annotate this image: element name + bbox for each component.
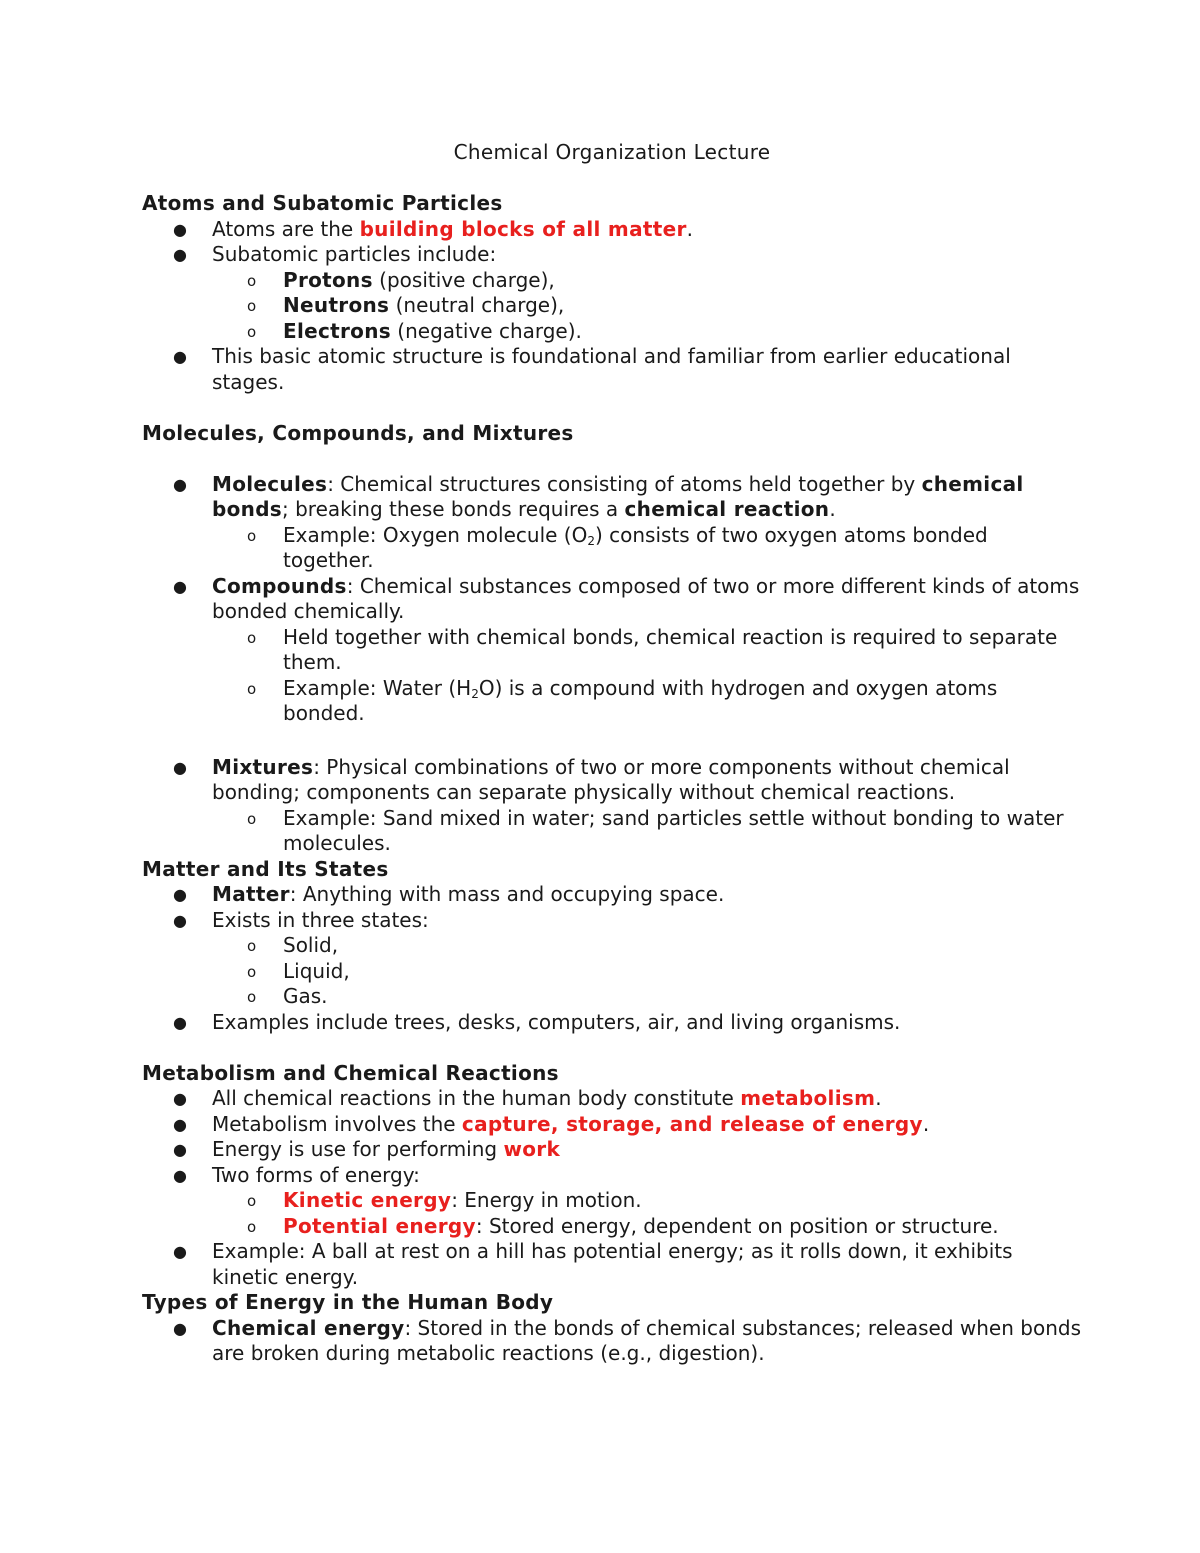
circle-bullet-icon: o [247, 322, 257, 341]
list-item: ● All chemical reactions in the human body constitute metabolism. [173, 1086, 882, 1110]
circle-bullet-icon: o [247, 937, 257, 955]
sub-list-item: o Example: Sand mixed in water; sand particles settle without bonding to water molecules. [247, 805, 1064, 855]
bullet-icon: ● [173, 1012, 187, 1032]
bullet-icon: ● [173, 1318, 187, 1338]
list-item: ● Exists in three states: [173, 907, 429, 932]
sub-list-item: o Liquid, [142, 959, 1082, 985]
list-item: ● Subatomic particles include: [173, 242, 497, 266]
circle-bullet-icon: o [247, 297, 257, 315]
document-title: Chemical Organization Lecture [453, 140, 771, 164]
sub-list-item: o Held together with chemical bonds, chemical reaction is required to separate them. [247, 624, 1058, 674]
highlight-text: building blocks of all matter [359, 216, 687, 241]
sub-list-item: o Electrons (negative charge). [142, 319, 1082, 345]
highlight-text: metabolism [740, 1086, 876, 1110]
circle-bullet-icon: o [247, 1192, 257, 1210]
highlight-text: capture, storage, and release of energy [461, 1111, 923, 1136]
bullet-icon: ● [173, 885, 187, 904]
highlight-text: work [503, 1137, 561, 1161]
bullet-icon: ● [173, 757, 187, 777]
bullet-icon: ● [173, 1242, 187, 1261]
list-item: ● Chemical energy: Stored in the bonds of chemical substances; released when bonds are broken during metabolic reactions (e.g., digestion). [173, 1315, 1081, 1365]
list-item: ● Mixtures: Physical combinations of two or more components without chemical bonding; components can separate physically without chemical reactions. [173, 754, 1010, 804]
bullet-icon: ● [173, 219, 187, 239]
bullet-icon: ● [173, 576, 187, 596]
sub-list-item: o Potential energy: Stored energy, dependent on position or structure. [142, 1214, 1082, 1240]
document-page [142, 140, 1082, 1367]
circle-bullet-icon: o [247, 988, 257, 1006]
highlight-text: Kinetic energy [283, 1188, 452, 1212]
circle-bullet-icon: o [247, 628, 257, 647]
sub-list-item: o Protons (positive charge), [142, 268, 1082, 294]
sub-list-item: o Gas. [142, 984, 1082, 1010]
bullet-icon: ● [173, 1165, 187, 1185]
bullet-icon: ● [173, 910, 187, 930]
highlight-text: Potential energy [283, 1213, 476, 1238]
section-heading-metabolism: Metabolism and Chemical Reactions [142, 1060, 559, 1085]
circle-bullet-icon: o [247, 809, 257, 828]
list-item: ● Metabolism involves the capture, storage, and release of energy. [173, 1111, 930, 1136]
circle-bullet-icon: o [247, 271, 257, 290]
list-item: ● Compounds: Chemical substances composed of two or more different kinds of atoms bonded chemically. [173, 573, 1080, 623]
sub-list-item: o Example: Water $(H_2O)$ is a compound with hydrogen and oxygen atoms bonded. [247, 675, 998, 725]
sub-list-item: o Neutrons (neutral charge), [142, 293, 1082, 319]
list-item: ● Molecules: Chemical structures consisting of atoms held together by chemical bonds; breaking these bonds requires a chemical reaction. [173, 471, 1024, 521]
circle-bullet-icon: o [247, 526, 257, 545]
section-heading-molecules: Molecules, Compounds, and Mixtures [142, 420, 574, 445]
circle-bullet-icon: o [247, 1217, 257, 1236]
list-item: ● Two forms of energy: [173, 1162, 420, 1187]
list-item: ● This basic atomic structure is foundational and familiar from earlier educational stages. [173, 344, 1011, 394]
list-item: ● Atoms are the building blocks of all matter. [173, 216, 693, 241]
circle-bullet-icon: o [247, 962, 257, 981]
bullet-icon: ● [173, 347, 187, 366]
section-heading-matter: Matter and Its States [142, 856, 389, 881]
sub-list-item: o Kinetic energy: Energy in motion. [142, 1188, 1082, 1214]
bullet-icon: ● [173, 1140, 187, 1159]
list-item: ● Matter: Anything with mass and occupying space. [173, 882, 725, 906]
bullet-icon: ● [173, 245, 187, 264]
bullet-icon: ● [173, 474, 187, 494]
section-heading-energy-types: Types of Energy in the Human Body [142, 1290, 554, 1314]
list-item: ● Example: A ball at rest on a hill has potential energy; as it rolls down, it exhibits kinetic energy. [173, 1239, 1013, 1289]
sub-list-item: o Example: Oxygen molecule $(O_2)$ consists of two oxygen atoms bonded together. [247, 522, 988, 572]
bullet-icon: ● [173, 1114, 187, 1134]
list-item: ● Examples include trees, desks, computers, air, and living organisms. [173, 1009, 901, 1034]
section-heading-atoms: Atoms and Subatomic Particles [142, 191, 503, 215]
bullet-icon: ● [173, 1089, 187, 1108]
list-item: ● Energy is use for performing work [173, 1137, 561, 1161]
sub-list-item: o Solid, [142, 933, 1082, 959]
circle-bullet-icon: o [247, 679, 257, 698]
